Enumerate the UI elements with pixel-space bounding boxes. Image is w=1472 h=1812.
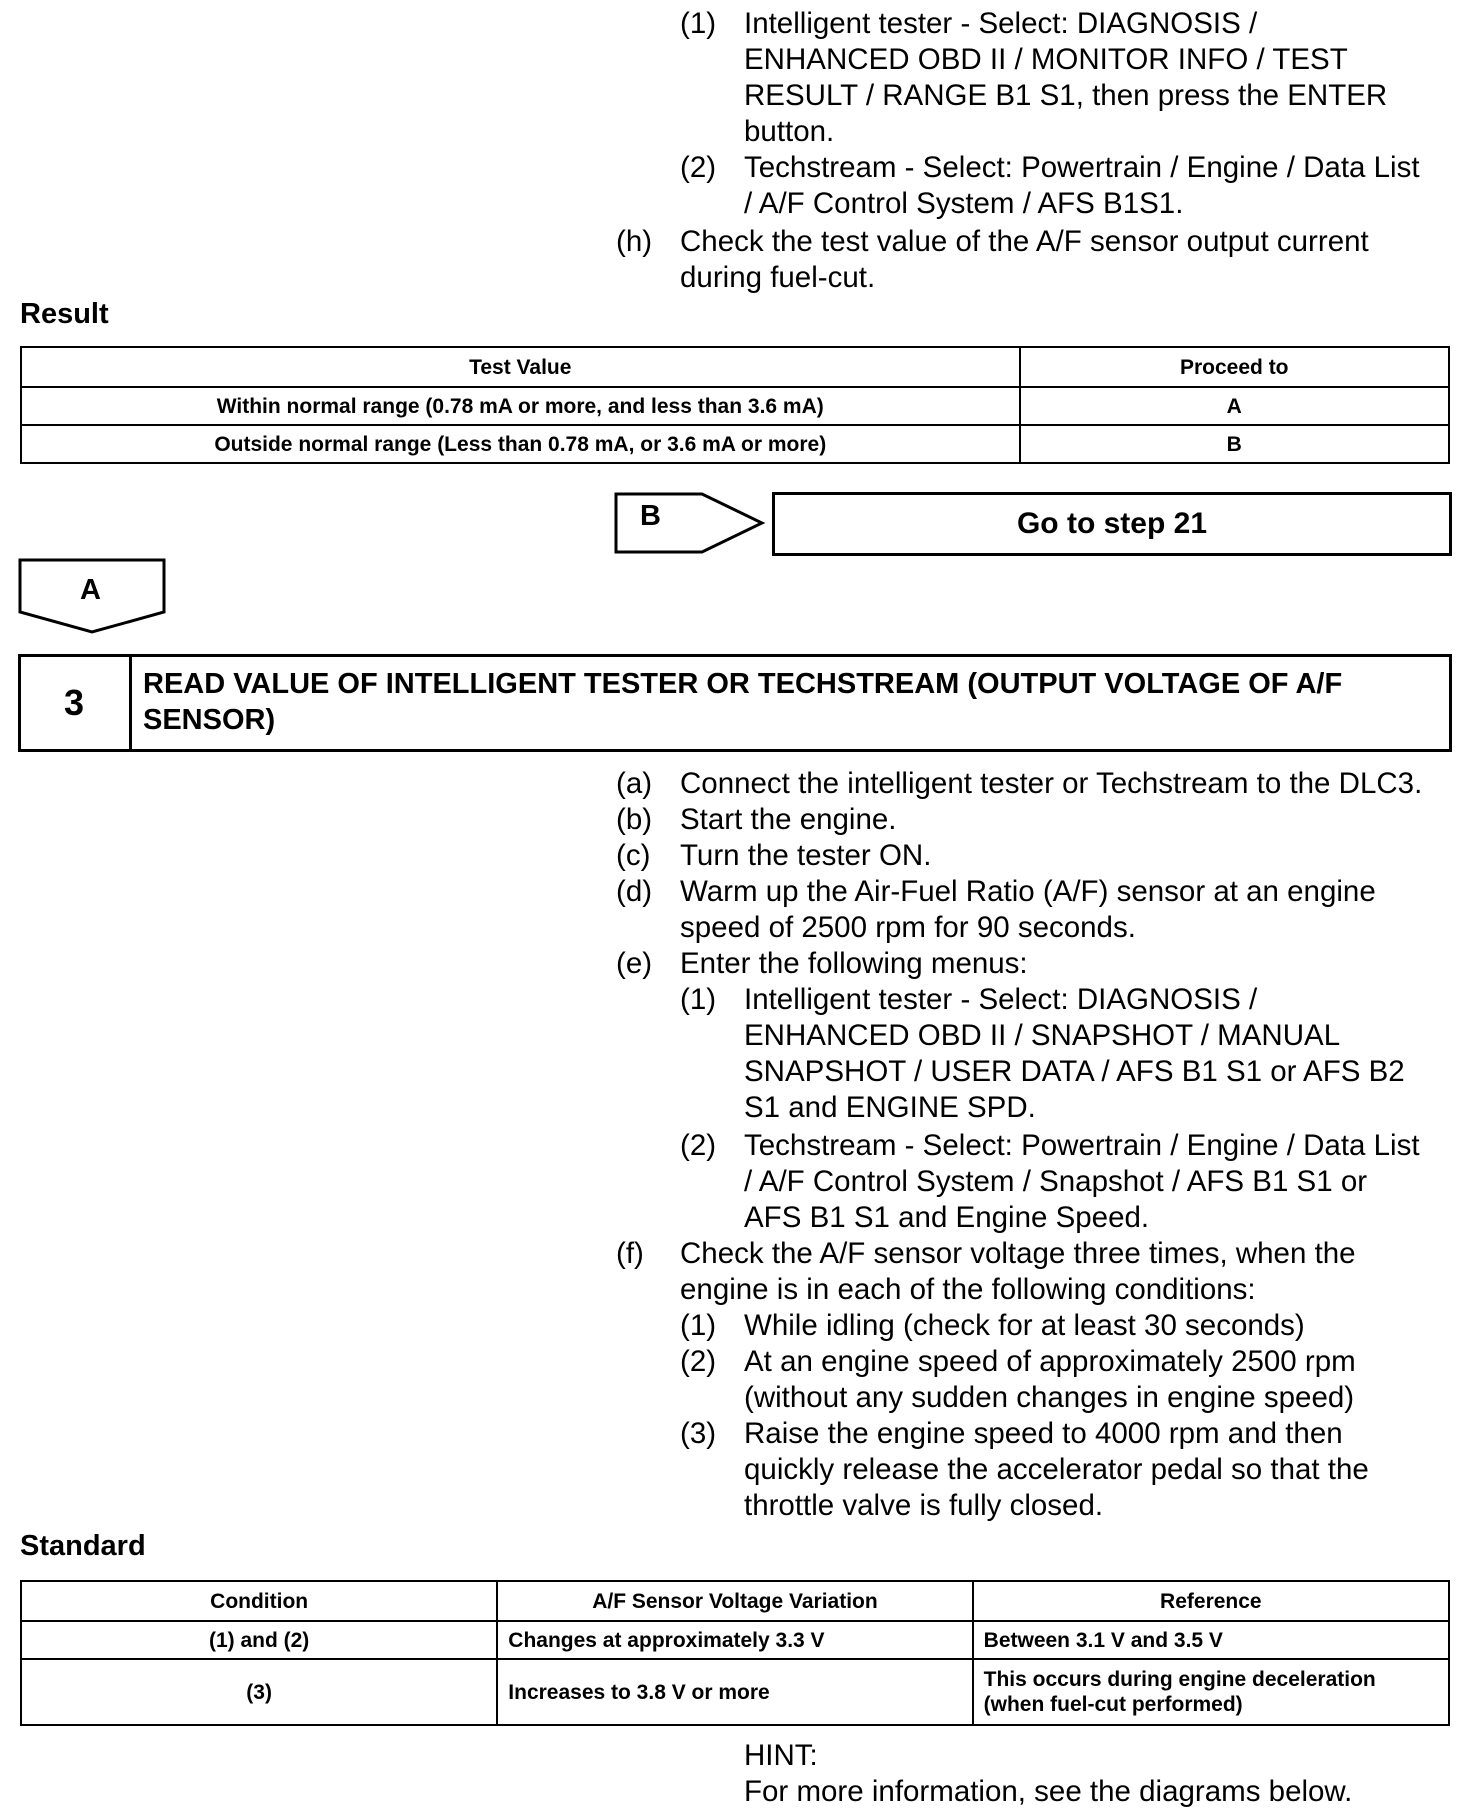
step-d-label: (d) (616, 875, 653, 908)
table-row (21, 387, 1449, 425)
standard-row-2-condition: (3) (21, 1659, 497, 1725)
standard-row-2-variation: Increases to 3.8 V or more (497, 1659, 972, 1725)
step-e-label: (e) (616, 947, 653, 980)
step-e2-label: (2) (680, 1129, 717, 1162)
result-heading: Result (20, 298, 109, 330)
intro-step-h-line-1: Check the test value of the A/F sensor output current (680, 225, 1369, 258)
step-e2-line-3: AFS B1 S1 and Engine Speed. (744, 1201, 1150, 1234)
table-row (21, 1621, 1449, 1659)
standard-row-2-reference-line-1: This occurs during engine deceleration (983, 1668, 1376, 1691)
standard-table (20, 1580, 1450, 1726)
step-f-line-1: Check the A/F sensor voltage three times, when the (680, 1237, 1356, 1270)
step-f3-line-2: quickly release the accelerator pedal so that the (744, 1453, 1369, 1486)
intro-step-h-label: (h) (616, 225, 653, 258)
result-header-test-value: Test Value (21, 347, 1020, 387)
step-b-text: Start the engine. (680, 803, 897, 836)
standard-row-1-variation: Changes at approximately 3.3 V (497, 1621, 972, 1659)
result-row-2-proceed: B (1020, 425, 1449, 463)
intro-substep-1-line-1: Intelligent tester - Select: DIAGNOSIS / (744, 7, 1258, 40)
step-b-label: (b) (616, 803, 653, 836)
step-d-line-1: Warm up the Air-Fuel Ratio (A/F) sensor at an engine (680, 875, 1376, 908)
step-d-line-2: speed of 2500 rpm for 90 seconds. (680, 911, 1136, 944)
step-e1-line-4: S1 and ENGINE SPD. (744, 1091, 1036, 1124)
step-f3-line-3: throttle valve is fully closed. (744, 1489, 1104, 1522)
result-table-header-row (21, 347, 1449, 387)
standard-header-reference: Reference (973, 1581, 1449, 1621)
result-table (20, 346, 1450, 464)
step-c-text: Turn the tester ON. (680, 839, 932, 872)
table-row (21, 425, 1449, 463)
result-header-proceed-to: Proceed to (1020, 347, 1449, 387)
step-f2-line-1: At an engine speed of approximately 2500 rpm (744, 1345, 1356, 1378)
step-a-text: Connect the intelligent tester or Techstream to the DLC3. (680, 767, 1423, 800)
hint-text: For more information, see the diagrams below. (744, 1775, 1353, 1808)
step-f1-text: While idling (check for at least 30 seconds) (744, 1309, 1305, 1342)
standard-header-voltage-variation: A/F Sensor Voltage Variation (497, 1581, 972, 1621)
standard-row-1-reference: Between 3.1 V and 3.5 V (973, 1621, 1449, 1659)
step-f-line-2: engine is in each of the following conditions: (680, 1273, 1256, 1306)
step-e2-line-2: / A/F Control System / Snapshot / AFS B1 S1 or (744, 1165, 1368, 1198)
intro-substep-2-line-2: / A/F Control System / AFS B1S1. (744, 187, 1184, 220)
standard-row-1-condition: (1) and (2) (21, 1621, 497, 1659)
intro-substep-1-line-3: RESULT / RANGE B1 S1, then press the ENTER (744, 79, 1388, 112)
step-f2-label: (2) (680, 1345, 717, 1378)
step-e1-line-1: Intelligent tester - Select: DIAGNOSIS / (744, 983, 1258, 1016)
standard-header-condition: Condition (21, 1581, 497, 1621)
step-c-label: (c) (616, 839, 651, 872)
step-f3-label: (3) (680, 1417, 717, 1450)
standard-heading: Standard (20, 1530, 146, 1562)
goto-step-21-button[interactable] (772, 492, 1452, 556)
step-f3-line-1: Raise the engine speed to 4000 rpm and then (744, 1417, 1343, 1450)
step-e1-label: (1) (680, 983, 717, 1016)
intro-substep-1-line-2: ENHANCED OBD II / MONITOR INFO / TEST (744, 43, 1348, 76)
branch-b-arrow-icon (614, 492, 766, 554)
step-f-label: (f) (616, 1237, 644, 1270)
step-3-title-line-2: SENSOR) (143, 704, 276, 736)
standard-row-2-reference (973, 1659, 1449, 1725)
step-e2-line-1: Techstream - Select: Powertrain / Engine / Data List (744, 1129, 1420, 1162)
goto-step-label: Go to step 21 (1016, 507, 1208, 540)
intro-substep-1-label: (1) (680, 7, 717, 40)
hint-label: HINT: (744, 1739, 818, 1772)
branch-b-label: B (640, 500, 661, 532)
step-e1-line-2: ENHANCED OBD II / SNAPSHOT / MANUAL (744, 1019, 1341, 1052)
step-f1-label: (1) (680, 1309, 717, 1342)
step-e1-line-3: SNAPSHOT / USER DATA / AFS B1 S1 or AFS B2 (744, 1055, 1405, 1088)
intro-substep-2-line-1: Techstream - Select: Powertrain / Engine / Data List (744, 151, 1420, 184)
step-f2-line-2: (without any sudden changes in engine speed) (744, 1381, 1355, 1414)
intro-substep-2-label: (2) (680, 151, 717, 184)
step-a-label: (a) (616, 767, 653, 800)
result-row-1-test-value: Within normal range (0.78 mA or more, and less than 3.6 mA) (21, 387, 1020, 425)
standard-table-header-row (21, 1581, 1449, 1621)
result-row-1-proceed: A (1020, 387, 1449, 425)
intro-substep-1-line-4: button. (744, 115, 835, 148)
result-row-2-test-value: Outside normal range (Less than 0.78 mA, or 3.6 mA or more) (21, 425, 1020, 463)
step-3-number: 3 (63, 682, 85, 723)
intro-step-h-line-2: during fuel-cut. (680, 261, 876, 294)
step-3-title-line-1: READ VALUE OF INTELLIGENT TESTER OR TECHSTREAM (OUTPUT VOLTAGE OF A/F (143, 668, 1343, 700)
step-e-text: Enter the following menus: (680, 947, 1028, 980)
standard-row-2-reference-line-2: (when fuel-cut performed) (983, 1693, 1243, 1716)
branch-a-label: A (80, 574, 101, 606)
table-row (21, 1659, 1449, 1725)
